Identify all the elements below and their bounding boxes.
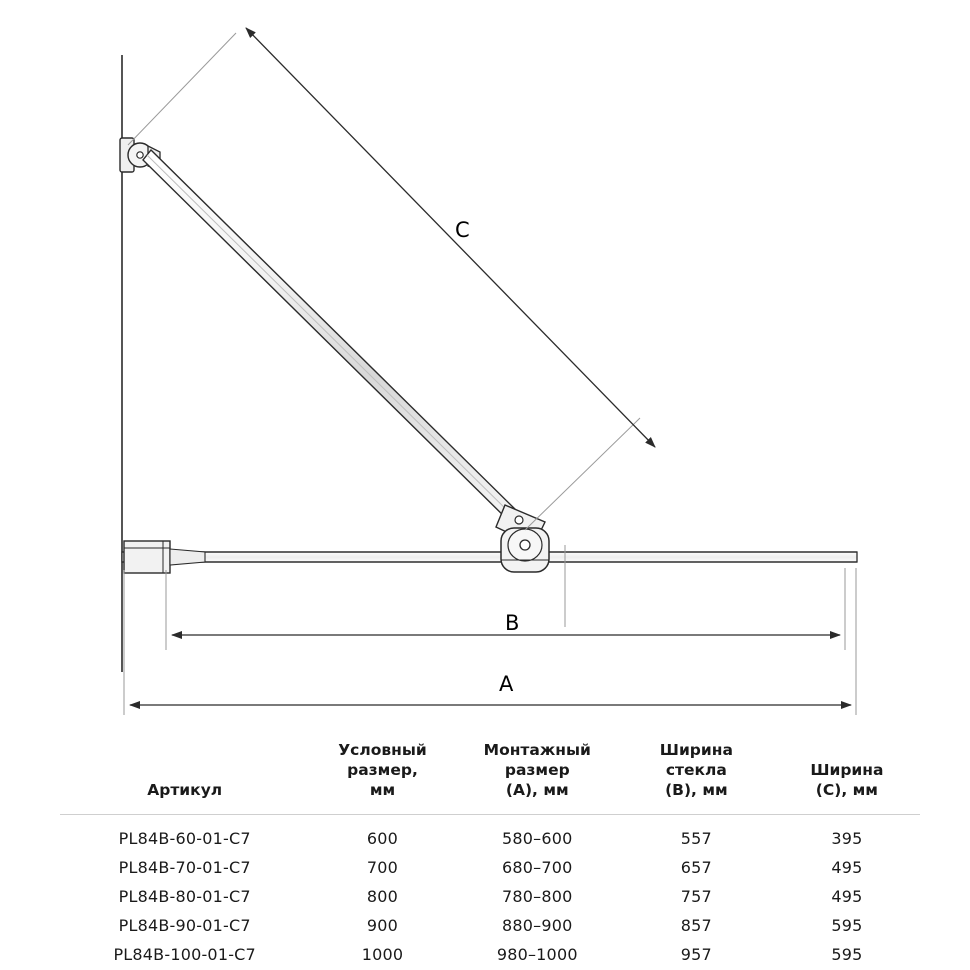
table-row: [60, 940, 920, 969]
spec-table-head: [60, 735, 920, 815]
col-header-width-c-line1: Ширина: [810, 760, 884, 779]
cell-nominal-size: 700: [366, 858, 399, 878]
cell-glass-width: 557: [680, 829, 712, 849]
table-row: [60, 853, 920, 882]
cell-width-c: 395: [831, 829, 863, 849]
cell-mounting-size: 580–600: [502, 829, 573, 849]
cell-mounting-size: 680–700: [502, 858, 573, 878]
cell-nominal-size: 600: [366, 829, 399, 849]
cell-width-c: 495: [831, 887, 863, 907]
dimension-label-b: B: [505, 611, 520, 635]
col-header-mounting-size-line2: размер: [504, 760, 570, 779]
cell-nominal-size: 800: [366, 887, 399, 907]
spec-table-wrapper: [0, 735, 970, 969]
col-header-nominal-size-line3: мм: [369, 780, 396, 799]
cell-article: PL84B-100-01-C7: [113, 945, 256, 965]
cell-mounting-size: 880–900: [502, 916, 573, 936]
col-header-article-line1: Артикул: [147, 780, 223, 799]
col-header-glass-width-line2: стекла: [665, 760, 727, 779]
cell-article: PL84B-70-01-C7: [118, 858, 251, 878]
wall-profile-bracket: [124, 541, 205, 573]
col-header-mounting-size: [456, 735, 619, 815]
dimension-c: [128, 28, 655, 627]
cell-glass-width: 657: [680, 858, 712, 878]
glass-panel: [122, 552, 857, 562]
cell-width-c: 495: [831, 858, 863, 878]
spec-table-body: [60, 815, 920, 970]
col-header-nominal-size: [309, 735, 455, 815]
table-row: [60, 882, 920, 911]
cell-glass-width: 957: [680, 945, 712, 965]
table-row: [60, 911, 920, 940]
col-header-mounting-size-line1: Монтажный: [483, 741, 591, 759]
dimension-label-c: C: [455, 218, 471, 242]
cell-article: PL84B-80-01-C7: [118, 887, 251, 907]
col-header-article: [60, 735, 309, 815]
col-header-width-c: [774, 735, 920, 815]
dimension-label-a: A: [499, 672, 514, 696]
cell-article: PL84B-60-01-C7: [118, 829, 251, 849]
cell-width-c: 595: [831, 916, 863, 936]
cell-glass-width: 757: [680, 887, 712, 907]
cell-width-c: 595: [831, 945, 863, 965]
cell-glass-width: 857: [680, 916, 712, 936]
dimension-a: [124, 568, 856, 715]
cell-mounting-size: 780–800: [502, 887, 573, 907]
col-header-nominal-size-line2: размер,: [347, 760, 418, 779]
cell-article: PL84B-90-01-C7: [118, 916, 251, 936]
col-header-mounting-size-line3: (А), мм: [505, 780, 569, 799]
cell-mounting-size: 980–1000: [496, 945, 578, 965]
spec-table: [60, 735, 920, 969]
col-header-glass-width-line3: (В), мм: [665, 780, 728, 799]
col-header-glass-width: [619, 735, 774, 815]
table-row: [60, 815, 920, 854]
table-header-row: [60, 735, 920, 815]
cell-nominal-size: 1000: [361, 945, 404, 965]
col-header-width-c-line2: (С), мм: [815, 780, 878, 799]
col-header-nominal-size-line1: Условный: [338, 741, 427, 759]
support-bar: [143, 150, 522, 526]
cell-nominal-size: 900: [366, 916, 399, 936]
col-header-glass-width-line1: Ширина: [659, 741, 733, 759]
dimension-b: [166, 568, 845, 650]
